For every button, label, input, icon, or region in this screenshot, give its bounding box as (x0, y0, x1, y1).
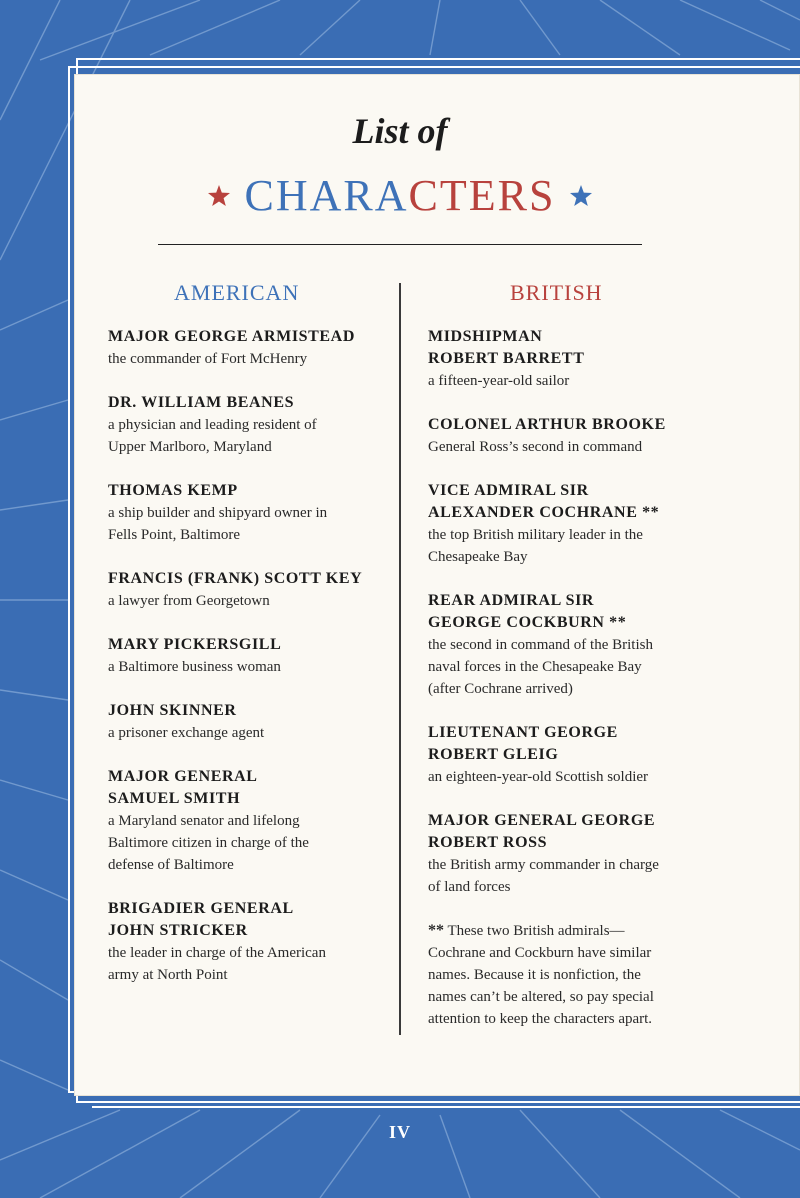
star-icon (207, 184, 231, 208)
character-name: MARY PICKERSGILL (108, 636, 282, 653)
character-description: a fifteen-year-old sailor (428, 373, 570, 389)
character-description: a ship builder and shipyard owner in Fells Point, Baltimore (108, 505, 328, 543)
footnote (428, 920, 728, 1030)
character-name: MAJOR GEORGE ARMISTEAD (108, 328, 355, 345)
character-description: the second in command of the British naval forces in the Chesapeake Bay (after Cochrane arrived) (428, 637, 653, 697)
character-description: a Baltimore business woman (108, 659, 281, 675)
character-entry (428, 810, 728, 898)
british-column (428, 326, 728, 1030)
character-entry (108, 392, 388, 458)
character-entry (108, 898, 388, 986)
character-name: REAR ADMIRAL SIR GEORGE COCKBURN ** (428, 592, 627, 631)
character-name: VICE ADMIRAL SIR ALEXANDER COCHRANE ** (428, 482, 660, 521)
american-column (108, 326, 388, 986)
character-description: the British army commander in charge of land forces (428, 857, 659, 895)
character-name: FRANCIS (FRANK) SCOTT KEY (108, 570, 363, 587)
bottom-frame-line (92, 1106, 800, 1108)
character-entry (108, 634, 388, 678)
heading-british: BRITISH (510, 280, 603, 305)
title-characters-part2: CTERS (408, 171, 556, 220)
footnote-text: These two British admirals— Cochrane and Cockburn have similar names. Because it is nonfiction, the names can’t be altered, so pay special attention to keep the characters apart. (428, 923, 654, 1027)
footnote-marker: ** (428, 922, 444, 939)
character-description: the top British military leader in the Chesapeake Bay (428, 527, 643, 565)
character-description: the commander of Fort McHenry (108, 351, 308, 367)
column-divider (399, 283, 401, 1035)
title-rule (158, 244, 642, 245)
character-entry (428, 414, 728, 458)
character-entry (428, 590, 728, 700)
title-characters-part1: CHARA (244, 171, 409, 220)
character-entry (108, 568, 388, 612)
character-description: a Maryland senator and lifelong Baltimore citizen in charge of the defense of Baltimore (108, 813, 309, 873)
title-characters (0, 170, 800, 221)
character-description: General Ross’s second in command (428, 439, 643, 455)
title-list-of: List of (352, 111, 448, 151)
character-entry (428, 480, 728, 568)
character-name: COLONEL ARTHUR BROOKE (428, 416, 666, 433)
page-number: IV (388, 1122, 411, 1142)
character-entry (428, 326, 728, 392)
character-description: a lawyer from Georgetown (108, 593, 270, 609)
character-entry (108, 480, 388, 546)
character-entry (108, 326, 388, 370)
character-name: LIEUTENANT GEORGE ROBERT GLEIG (428, 724, 618, 763)
character-name: DR. WILLIAM BEANES (108, 394, 295, 411)
character-name: JOHN SKINNER (108, 702, 237, 719)
character-entry (108, 700, 388, 744)
heading-american: AMERICAN (174, 280, 300, 305)
character-name: MAJOR GENERAL SAMUEL SMITH (108, 768, 258, 807)
character-description: a physician and leading resident of Upper Marlboro, Maryland (108, 417, 317, 455)
character-name: MAJOR GENERAL GEORGE ROBERT ROSS (428, 812, 656, 851)
character-entry (428, 722, 728, 788)
character-description: an eighteen-year-old Scottish soldier (428, 769, 649, 785)
star-icon (569, 184, 593, 208)
character-name: THOMAS KEMP (108, 482, 238, 499)
character-description: the leader in charge of the American army at North Point (108, 945, 326, 983)
character-name: BRIGADIER GENERAL JOHN STRICKER (108, 900, 294, 939)
character-entry (108, 766, 388, 876)
character-description: a prisoner exchange agent (108, 725, 265, 741)
character-name: MIDSHIPMAN ROBERT BARRETT (428, 328, 585, 367)
